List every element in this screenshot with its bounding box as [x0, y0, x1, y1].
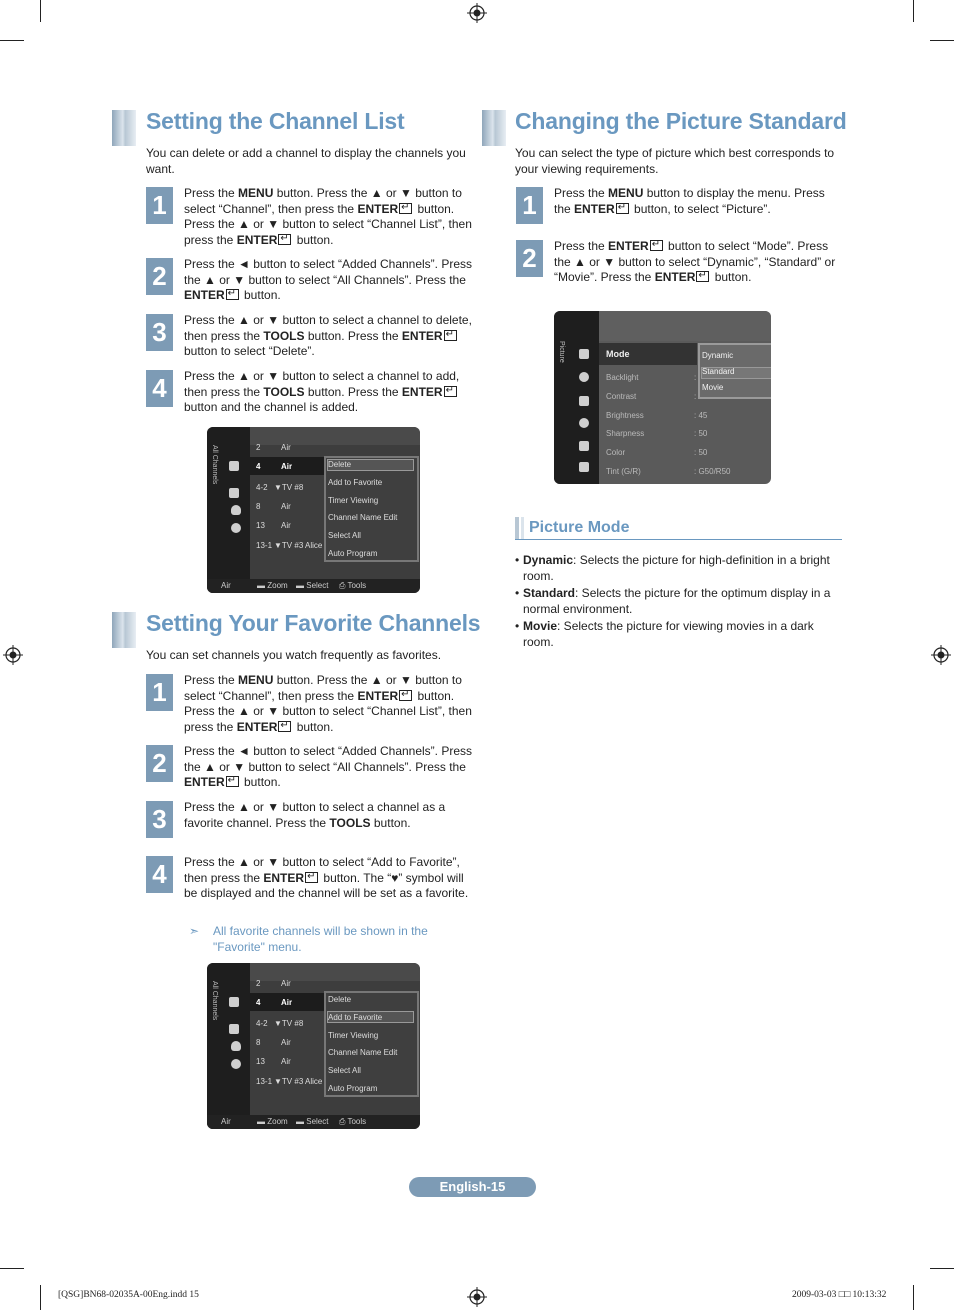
popup-menu-item[interactable]: Timer Viewing	[328, 495, 379, 505]
osd-footer-select: ▬ Select	[296, 581, 329, 590]
picture-setting-value: : 45	[694, 411, 708, 420]
osd-channel-list-delete	[207, 427, 420, 593]
divider	[515, 539, 842, 540]
channel-number[interactable]: 4-2	[256, 1019, 268, 1028]
step-number: 1	[146, 674, 173, 711]
footer-filename: [QSG]BN68-02035A-00Eng.indd 15	[58, 1290, 199, 1300]
channel-number[interactable]: 2	[256, 979, 261, 988]
input-icon	[579, 441, 589, 451]
picture-mode-list	[515, 552, 842, 651]
channel-number[interactable]: 13	[256, 1057, 265, 1066]
section-accent-bar	[112, 110, 136, 146]
popup-menu-item[interactable]: Channel Name Edit	[328, 513, 398, 523]
popup-menu-item[interactable]: Delete	[328, 995, 352, 1004]
sound-icon	[579, 372, 589, 382]
channel-list-intro: You can delete or add a channel to display the channels you want.	[146, 146, 466, 176]
section-title-channel-list: Setting the Channel List	[146, 108, 405, 134]
step-text: Press the ENTER↵ button to select “Mode”. Press the ▲ or ▼ button to select “Dynamic”, “Standard” or “Movie”. Press the ENTER↵ button.	[554, 239, 844, 286]
step-number: 3	[146, 801, 173, 838]
channel-number[interactable]: 13-1	[256, 1077, 273, 1086]
picture-setting-value: :	[694, 392, 697, 401]
picture-mode-item: • Standard: Selects the picture for the optimum display in a normal environment.	[515, 586, 831, 616]
popup-menu-item[interactable]: Auto Program	[328, 1084, 378, 1093]
registration-mark-icon	[931, 645, 951, 665]
channel-icon	[229, 997, 239, 1007]
registration-mark-icon	[467, 3, 487, 23]
favorite-intro: You can set channels you watch frequently as favorites.	[146, 648, 442, 662]
channel-name[interactable]: ▼TV #8	[274, 1019, 304, 1028]
step-number: 2	[146, 745, 173, 782]
osd-footer-tools: ⎙ Tools	[339, 581, 367, 590]
osd-picture-menu	[554, 311, 771, 484]
mode-option[interactable]: Movie	[702, 383, 724, 392]
step-text: Press the ◄ button to select “Added Channels”. Press the ▲ or ▼ button to select “All Channels”. Press the ENTER↵ button.	[184, 744, 474, 791]
channel-name[interactable]: Air	[281, 443, 291, 452]
picture-setting-label[interactable]: Color	[606, 448, 626, 457]
channel-icon	[229, 461, 239, 471]
mode-popup	[698, 343, 771, 399]
picture-setting-value: : 50	[694, 448, 708, 457]
step-text: Press the ▲ or ▼ button to select a channel to add, then press the TOOLS button. Press the ENTER↵ button and the channel is added.	[184, 369, 474, 416]
osd-footer	[207, 1115, 420, 1129]
step-text: Press the ◄ button to select “Added Channels”. Press the ▲ or ▼ button to select “All Channels”. Press the ENTER↵ button.	[184, 257, 474, 304]
step-number: 4	[146, 856, 173, 893]
registration-mark-icon	[3, 645, 23, 665]
channel-name[interactable]: Air	[281, 1057, 291, 1066]
channel-name[interactable]: ▼TV #3 Alice	[274, 1077, 323, 1086]
popup-menu-item[interactable]: Timer Viewing	[328, 1030, 379, 1040]
channel-number[interactable]: 4	[256, 462, 261, 471]
channel-name[interactable]: Air	[281, 521, 291, 530]
channel-name[interactable]: Air	[281, 998, 293, 1007]
subsection-accent-bar	[521, 517, 524, 539]
osd-footer-zoom: ▬ Zoom	[257, 1117, 288, 1126]
osd-channel-list-favorite	[207, 963, 420, 1129]
picture-setting-label[interactable]: Backlight	[606, 373, 639, 382]
crop-mark	[40, 0, 41, 22]
channel-name[interactable]: ▼TV #3 Alice	[274, 541, 323, 550]
picture-setting-value: : 50	[694, 429, 708, 438]
step-number: 3	[146, 314, 173, 351]
step-text: Press the MENU button. Press the ▲ or ▼ button to select “Channel”, then press the ENTER↵ button. Press the ▲ or ▼ button to select “Channel List”, then press the ENTER↵ button.	[184, 673, 474, 735]
channel-number[interactable]: 8	[256, 1038, 261, 1047]
favorite-note: All favorite channels will be shown in the "Favorite" menu.	[213, 924, 428, 954]
picture-setting-label[interactable]: Brightness	[606, 411, 644, 420]
picture-mode-title: Picture Mode	[529, 519, 630, 536]
crop-mark	[0, 1268, 24, 1269]
channel-icon	[579, 396, 589, 406]
step-number: 2	[516, 240, 543, 277]
picture-mode-item: • Movie: Selects the picture for viewing movies in a dark room.	[515, 619, 814, 649]
add-icon	[229, 1024, 239, 1034]
popup-menu-item[interactable]: Select All	[328, 1066, 361, 1076]
picture-intro: You can select the type of picture which best corresponds to your viewing requirements.	[515, 146, 835, 176]
crop-mark	[913, 0, 914, 22]
heart-icon	[231, 505, 241, 515]
picture-setting-label[interactable]: Contrast	[606, 392, 637, 401]
channel-name[interactable]: Air	[281, 502, 291, 511]
add-icon	[229, 488, 239, 498]
clock-icon	[231, 1059, 241, 1069]
channel-name[interactable]: Air	[281, 979, 291, 988]
osd-side-label: All Channels	[211, 981, 218, 1021]
channel-number[interactable]: 13-1	[256, 541, 273, 550]
section-title-picture: Changing the Picture Standard	[515, 108, 847, 134]
footer-timestamp: 2009-03-03 □□ 10:13:32	[792, 1290, 887, 1300]
popup-menu-item[interactable]: Add to Favorite	[328, 477, 383, 487]
step-text: Press the MENU button. Press the ▲ or ▼ button to select “Channel”, then press the ENTER↵ button. Press the ▲ or ▼ button to select “Channel List”, then press the ENTER↵ button.	[184, 186, 474, 248]
section-accent-bar	[112, 612, 136, 648]
osd-footer-zoom: ▬ Zoom	[257, 581, 288, 590]
crop-mark	[930, 1268, 954, 1269]
popup-menu-item[interactable]: Add to Favorite	[328, 1012, 383, 1022]
tools-popup	[324, 456, 419, 562]
osd-footer-air: Air	[221, 1117, 231, 1126]
crop-mark	[913, 1285, 914, 1310]
registration-mark-icon	[467, 1287, 487, 1307]
support-icon	[579, 462, 589, 472]
channel-name[interactable]: Air	[281, 1038, 291, 1047]
gear-icon	[579, 418, 589, 428]
step-number: 4	[146, 370, 173, 407]
picture-icon	[579, 349, 589, 359]
channel-number[interactable]: 8	[256, 502, 261, 511]
step-text: Press the ▲ or ▼ button to select a channel as a favorite channel. Press the TOOLS button.	[184, 800, 446, 830]
popup-menu-item[interactable]: Auto Program	[328, 549, 378, 558]
picture-setting-value: : G50/R50	[694, 467, 731, 476]
crop-mark	[930, 40, 954, 41]
mode-option[interactable]: Dynamic	[702, 351, 734, 360]
popup-menu-item[interactable]: Channel Name Edit	[328, 1048, 398, 1058]
channel-name[interactable]: ▼TV #8	[274, 483, 304, 492]
mode-option[interactable]: Standard	[702, 367, 735, 376]
osd-side-label: All Channels	[211, 445, 218, 485]
step-text: Press the MENU button to display the menu. Press the ENTER↵ button, to select “Picture”.	[554, 186, 844, 217]
popup-menu-item[interactable]: Delete	[328, 460, 352, 469]
clock-icon	[231, 523, 241, 533]
step-number: 1	[516, 187, 543, 224]
section-accent-bar	[482, 110, 506, 146]
channel-number[interactable]: 13	[256, 521, 265, 530]
channel-number[interactable]: 4-2	[256, 483, 268, 492]
picture-setting-value: :	[694, 373, 697, 382]
picture-mode-item: • Dynamic: Selects the picture for high-definition in a bright room.	[515, 553, 830, 583]
picture-setting-label[interactable]: Mode	[606, 349, 630, 359]
subsection-accent-bar	[515, 517, 519, 539]
heart-icon	[231, 1041, 241, 1051]
step-text: Press the ▲ or ▼ button to select a channel to delete, then press the TOOLS button. Press the ENTER↵ button to select “Delete”.	[184, 313, 474, 360]
note-arrow-icon: ➣	[189, 924, 200, 938]
osd-footer-tools: ⎙ Tools	[339, 1117, 367, 1126]
channel-number[interactable]: 4	[256, 998, 261, 1007]
popup-menu-item[interactable]: Select All	[328, 531, 361, 541]
picture-setting-label[interactable]: Tint (G/R)	[606, 467, 641, 476]
crop-mark	[40, 1285, 41, 1310]
page-number-badge: English-15	[409, 1177, 536, 1197]
section-title-favorite: Setting Your Favorite Channels	[146, 610, 481, 636]
picture-setting-label[interactable]: Sharpness	[606, 429, 645, 438]
osd-footer	[207, 579, 420, 593]
channel-name[interactable]: Air	[281, 462, 293, 471]
step-number: 2	[146, 258, 173, 295]
osd-side-label: Picture	[558, 341, 565, 363]
osd-footer-air: Air	[221, 581, 231, 590]
channel-number[interactable]: 2	[256, 443, 261, 452]
crop-mark	[0, 40, 24, 41]
osd-footer-select: ▬ Select	[296, 1117, 329, 1126]
tools-popup	[324, 991, 419, 1097]
step-text: Press the ▲ or ▼ button to select “Add to Favorite”, then press the ENTER↵ button. The “♥” symbol will be displayed and the channel will be set as a favorite.	[184, 855, 474, 902]
step-number: 1	[146, 187, 173, 224]
